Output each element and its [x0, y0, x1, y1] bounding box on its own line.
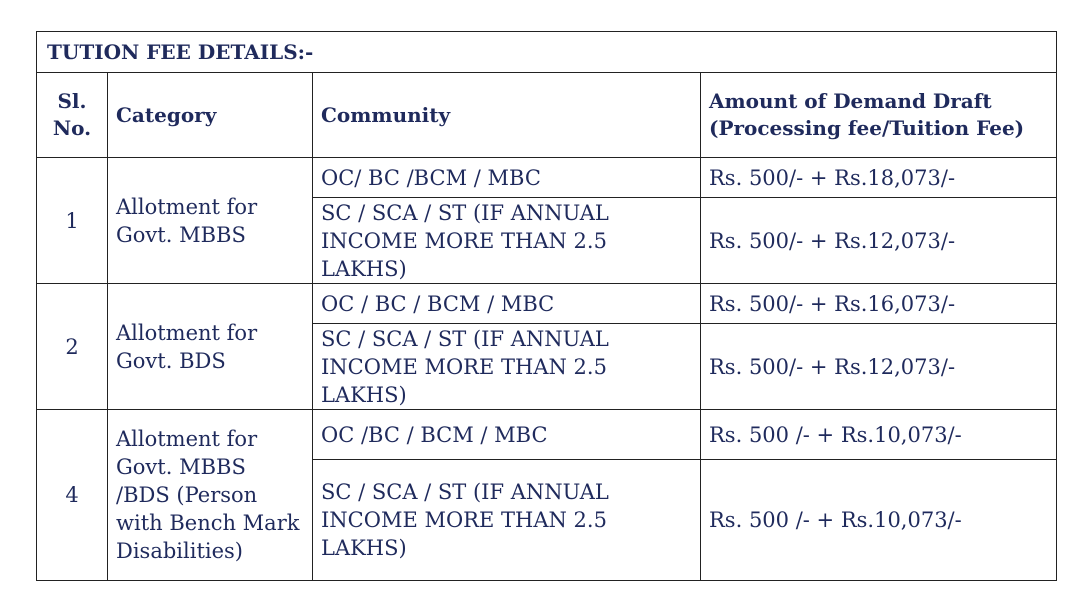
community-cell: OC / BC / BCM / MBC: [313, 284, 701, 324]
sl-number: 1: [37, 158, 108, 284]
amount-cell: Rs. 500 /- + Rs.10,073/-: [701, 410, 1057, 460]
amount-cell: Rs. 500/- + Rs.12,073/-: [701, 198, 1057, 284]
category-cell: Allotment for Govt. MBBS /BDS (Person with Bench Mark Disabilities): [108, 410, 313, 581]
sl-number: 2: [37, 284, 108, 410]
table-row: [37, 284, 1057, 324]
community-cell: SC / SCA / ST (IF ANNUAL INCOME MORE THAN 2.5 LAKHS): [313, 198, 701, 284]
tuition-fee-table: [36, 31, 1057, 581]
header-community: Community: [313, 73, 701, 158]
table-title: TUTION FEE DETAILS:-: [37, 32, 1057, 73]
amount-cell: Rs. 500/- + Rs.18,073/-: [701, 158, 1057, 198]
header-amount: Amount of Demand Draft (Processing fee/Tuition Fee): [701, 73, 1057, 158]
community-cell: SC / SCA / ST (IF ANNUAL INCOME MORE THAN 2.5 LAKHS): [313, 324, 701, 410]
amount-cell: Rs. 500/- + Rs.16,073/-: [701, 284, 1057, 324]
table-title-row: [37, 32, 1057, 73]
community-cell: OC/ BC /BCM / MBC: [313, 158, 701, 198]
amount-cell: Rs. 500 /- + Rs.10,073/-: [701, 460, 1057, 581]
table-row: [37, 410, 1057, 460]
community-cell: SC / SCA / ST (IF ANNUAL INCOME MORE THAN 2.5 LAKHS): [313, 460, 701, 581]
table-header-row: [37, 73, 1057, 158]
amount-cell: Rs. 500/- + Rs.12,073/-: [701, 324, 1057, 410]
header-category: Category: [108, 73, 313, 158]
community-cell: OC /BC / BCM / MBC: [313, 410, 701, 460]
sl-number: 4: [37, 410, 108, 581]
table-row: [37, 158, 1057, 198]
category-cell: Allotment for Govt. MBBS: [108, 158, 313, 284]
header-sl-no: Sl. No.: [37, 73, 108, 158]
category-cell: Allotment for Govt. BDS: [108, 284, 313, 410]
